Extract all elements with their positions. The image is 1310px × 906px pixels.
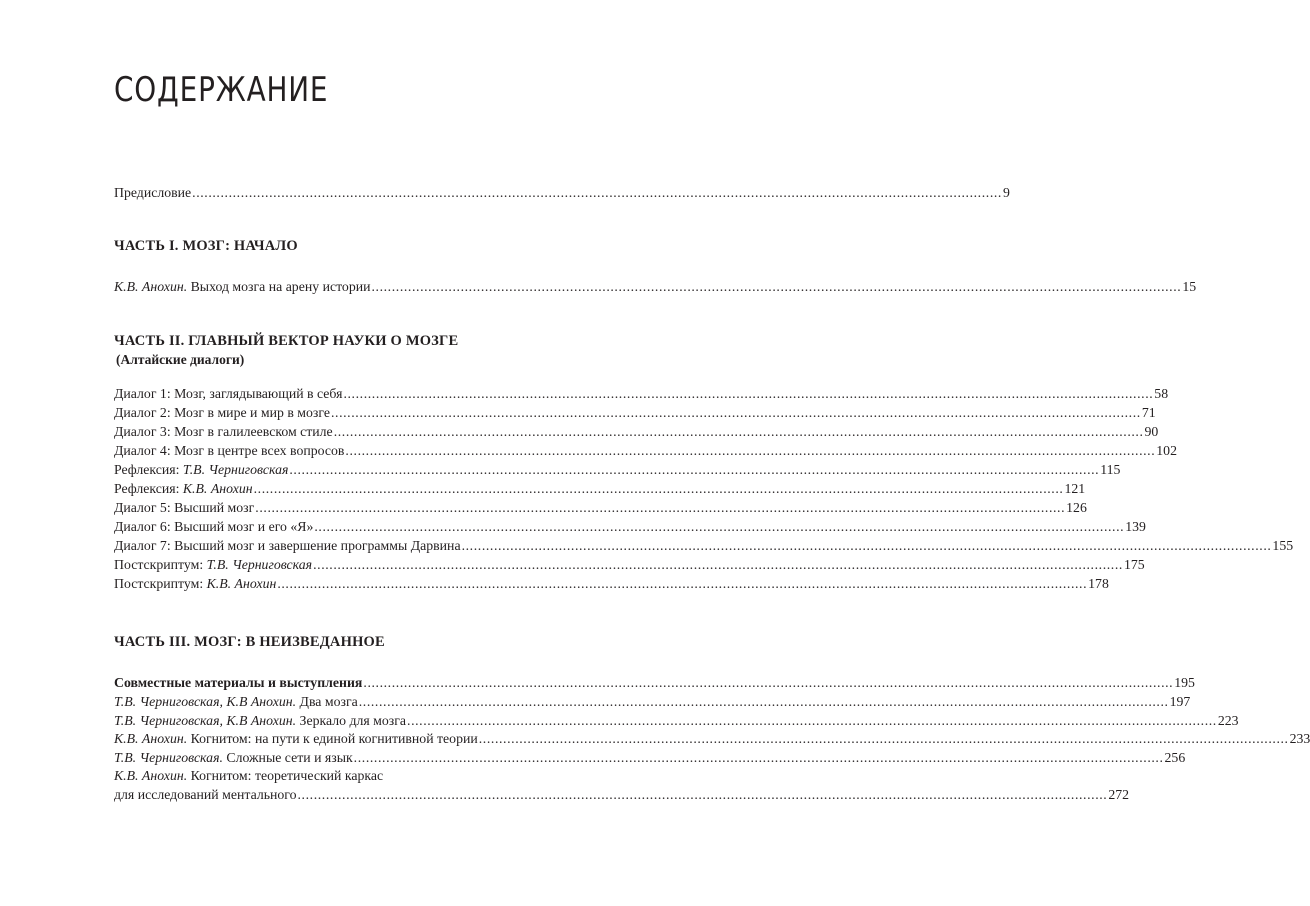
toc-entry-multiline[interactable] xyxy=(114,767,596,785)
page-number: 121 xyxy=(1064,481,1086,496)
page-number: 178 xyxy=(1088,576,1109,591)
leader-dots: ........................................................................................................................................................................................................ xyxy=(358,694,1169,709)
leader-dots: ........................................................................................................................................................................................................ xyxy=(363,675,1174,690)
page-title: СОДЕРЖАНИЕ xyxy=(114,70,329,110)
page-number: 223 xyxy=(1217,712,1239,728)
leader-dots: ........................................................................................................................................................................................................ xyxy=(371,279,1182,294)
leader-dots: ........................................................................................................................................................................................................ xyxy=(289,462,1100,477)
toc-entry[interactable] xyxy=(114,461,1121,479)
leader-dots: ........................................................................................................................................................................................................ xyxy=(478,731,1289,746)
toc-entry[interactable] xyxy=(114,404,1156,422)
entry-text: Когнитом: на пути к единой когнитивной теории xyxy=(187,731,478,746)
leader-dots: ........................................................................................................................................................................................................ xyxy=(314,519,1125,534)
entry-label: Совместные материалы и выступления xyxy=(114,675,363,690)
leader-dots: ........................................................................................................................................................................................................ xyxy=(277,576,1088,591)
entry-text: Зеркало для мозга xyxy=(296,712,407,728)
entry-text: Диалог 2: Мозг в мире и мир в мозге xyxy=(114,405,330,420)
entry-text: Два мозга xyxy=(296,694,358,709)
leader-dots: ........................................................................................................................................................................................................ xyxy=(253,481,1064,496)
toc-entry[interactable] xyxy=(114,693,1191,711)
entry-text: Постскриптум: xyxy=(114,576,207,591)
page-number: 256 xyxy=(1164,749,1186,765)
leader-dots: ........................................................................................................................................................................................................ xyxy=(333,424,1144,439)
entry-label: Предисловие xyxy=(114,185,192,200)
toc-entry[interactable] xyxy=(114,480,1086,498)
entry-author: Т.В. Черниговская. xyxy=(114,749,223,765)
leader-dots: ........................................................................................................................................................................................................ xyxy=(330,405,1141,420)
page-number: 233 xyxy=(1289,731,1310,746)
part-1-heading: ЧАСТЬ I. МОЗГ: НАЧАЛО xyxy=(114,238,298,254)
toc-entry[interactable] xyxy=(114,730,1310,748)
entry-text: Диалог 6: Высший мозг и его «Я» xyxy=(114,519,314,534)
entry-text: Диалог 5: Высший мозг xyxy=(114,500,255,515)
page-number: 115 xyxy=(1100,462,1121,477)
toc-entry[interactable] xyxy=(114,278,1197,296)
toc-entry-joint[interactable] xyxy=(114,674,1195,692)
entry-text: Сложные сети и язык xyxy=(222,749,353,765)
toc-entry[interactable] xyxy=(114,442,1177,460)
page-number: 9 xyxy=(1002,185,1010,200)
entry-author: Т.В. Черниговская xyxy=(206,557,313,572)
part-3-heading: ЧАСТЬ III. МОЗГ: В НЕИЗВЕДАННОЕ xyxy=(114,634,385,650)
leader-dots: ........................................................................................................................................................................................................ xyxy=(313,557,1123,572)
page-number: 15 xyxy=(1182,279,1197,294)
toc-entry[interactable] xyxy=(114,749,1186,767)
entry-author: Т.В. Черниговская, К.В Анохин. xyxy=(114,694,297,709)
entry-text: Диалог 7: Высший мозг и завершение программы Дарвина xyxy=(114,538,461,553)
toc-entry-preface[interactable] xyxy=(114,184,1010,202)
page-number: 197 xyxy=(1169,694,1191,709)
page-number: 139 xyxy=(1125,519,1146,534)
leader-dots: ........................................................................................................................................................................................................ xyxy=(192,185,1002,200)
entry-text: Диалог 3: Мозг в галилеевском стиле xyxy=(114,424,333,439)
page-number: 58 xyxy=(1154,386,1169,401)
leader-dots: ........................................................................................................................................................................................................ xyxy=(345,443,1156,458)
entry-text: Постскриптум: xyxy=(114,557,207,572)
entry-author: Т.В. Черниговская, К.В Анохин. xyxy=(114,712,297,728)
page-number: 155 xyxy=(1272,538,1294,553)
entry-author: К.В. Анохин. xyxy=(114,279,188,294)
toc-entry[interactable] xyxy=(114,712,1239,730)
entry-text: Диалог 1: Мозг, заглядывающий в себя xyxy=(114,386,343,401)
entry-author: Т.В. Черниговская xyxy=(182,462,289,477)
toc-entry[interactable] xyxy=(114,499,1087,517)
toc-entry[interactable] xyxy=(114,385,1169,403)
page-number: 102 xyxy=(1156,443,1177,458)
page-number: 90 xyxy=(1144,424,1159,439)
entry-text: Рефлексия: xyxy=(114,462,183,477)
toc-entry[interactable] xyxy=(114,575,1109,593)
toc-entry[interactable] xyxy=(114,556,1145,574)
leader-dots: ........................................................................................................................................................................................................ xyxy=(407,712,1217,728)
page-number: 175 xyxy=(1123,557,1145,572)
toc-entry-multiline-cont[interactable] xyxy=(114,786,1130,804)
toc-entry[interactable] xyxy=(114,537,1294,555)
entry-text: Когнитом: теоретический каркас xyxy=(187,768,384,783)
leader-dots: ........................................................................................................................................................................................................ xyxy=(353,749,1164,765)
leader-dots: ........................................................................................................................................................................................................ xyxy=(461,538,1272,553)
toc-entry[interactable] xyxy=(114,423,1159,441)
entry-author: К.В. Анохин. xyxy=(114,768,188,783)
entry-author: К.В. Анохин xyxy=(206,576,277,591)
page-number: 126 xyxy=(1066,500,1087,515)
entry-author: К.В. Анохин xyxy=(182,481,253,496)
entry-text: Диалог 4: Мозг в центре всех вопросов xyxy=(114,443,345,458)
entry-text: Выход мозга на арену истории xyxy=(187,279,371,294)
part-2-heading: ЧАСТЬ II. ГЛАВНЫЙ ВЕКТОР НАУКИ О МОЗГЕ xyxy=(114,333,459,349)
leader-dots: ........................................................................................................................................................................................................ xyxy=(297,787,1108,802)
part-2-subheading: (Алтайские диалоги) xyxy=(116,352,245,367)
toc-entry[interactable] xyxy=(114,518,1146,536)
entry-author: К.В. Анохин. xyxy=(114,731,188,746)
leader-dots: ........................................................................................................................................................................................................ xyxy=(255,500,1066,515)
page-number: 272 xyxy=(1108,787,1130,802)
page-number: 195 xyxy=(1174,675,1195,690)
entry-text: Рефлексия: xyxy=(114,481,183,496)
leader-dots: ........................................................................................................................................................................................................ xyxy=(343,386,1154,401)
entry-text: для исследований ментального xyxy=(114,787,297,802)
page-number: 71 xyxy=(1141,405,1156,420)
